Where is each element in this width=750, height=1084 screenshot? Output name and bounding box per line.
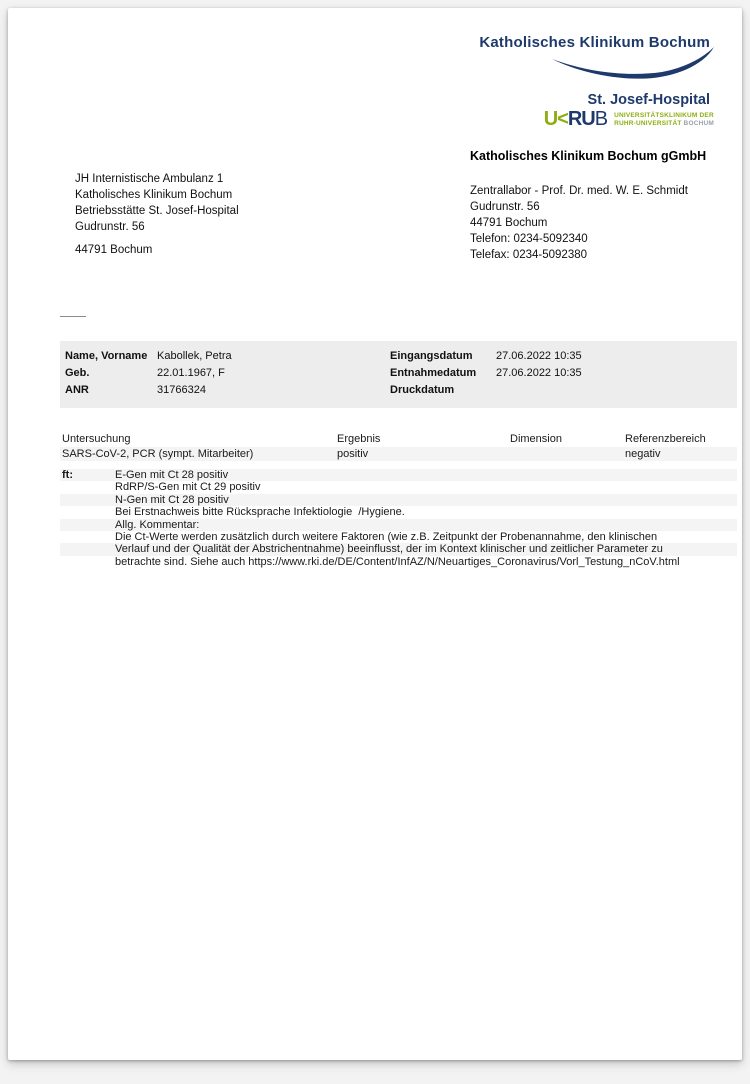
results-header-dimension: Dimension: [510, 433, 562, 445]
sample-date-row: [390, 367, 582, 384]
patient-name-row: [65, 350, 232, 367]
comment-line: E-Gen mit Ct 28 positiv: [60, 469, 737, 481]
recipient-line: JH Internistische Ambulanz 1: [75, 173, 224, 185]
entry-date-value: 27.06.2022 10:35: [496, 350, 582, 362]
ukrub-text-line2-light: BOCHUM: [683, 119, 714, 127]
patient-name-label: Name, Vorname: [65, 350, 148, 362]
results-header-row: [60, 432, 737, 446]
comment-line: Bei Erstnachweis bitte Rücksprache Infektiologie /Hygiene.: [115, 506, 405, 519]
sender-line: Telefon: 0234-5092340: [470, 233, 588, 245]
result-value: positiv: [337, 448, 369, 460]
organization-title: Katholisches Klinikum Bochum gGmbH: [470, 149, 707, 163]
recipient-city: 44791 Bochum: [75, 244, 153, 256]
recipient-line: Gudrunstr. 56: [75, 221, 145, 233]
recipient-line: Katholisches Klinikum Bochum: [75, 189, 233, 201]
patient-birthdate-row: [65, 367, 232, 384]
results-header-untersuchung: Untersuchung: [62, 433, 131, 445]
comment-block: [60, 469, 737, 568]
patient-info-right-column: [390, 350, 582, 401]
results-row: [60, 447, 737, 461]
recipient-line: Betriebsstätte St. Josef-Hospital: [75, 205, 239, 217]
ukrub-university-text: [614, 112, 714, 128]
ukrub-text-line1: UNIVERSITÄTSKLINIKUM DER: [614, 111, 714, 119]
result-test-name: SARS-CoV-2, PCR (sympt. Mitarbeiter): [62, 448, 254, 460]
sender-address-block: [470, 183, 688, 263]
comment-line: Verlauf und der Qualität der Abstrichentnahme) beeinflusst, der im Kontext klinischer und zeitlicher Parameter zu: [60, 543, 737, 555]
patient-anr-label: ANR: [65, 384, 89, 396]
ukrub-logo: [544, 108, 714, 131]
entry-date-label: Eingangsdatum: [390, 350, 473, 362]
comment-line: RdRP/S-Gen mit Ct 29 positiv: [115, 481, 261, 494]
patient-birthdate-label: Geb.: [65, 367, 90, 379]
patient-anr-row: [65, 384, 232, 401]
patient-birthdate-value: 22.01.1967, F: [157, 367, 225, 379]
recipient-address-block: [75, 171, 239, 258]
patient-info-box: [60, 341, 737, 408]
ukrub-logo-mark: U<RUB: [543, 108, 608, 130]
ukrub-text-line2-strong: RUHR-UNIVERSITÄT: [614, 119, 682, 127]
sender-line: Telefax: 0234-5092380: [470, 249, 588, 261]
print-date-row: [390, 384, 582, 401]
comment-line: Allg. Kommentar:: [60, 519, 737, 531]
sender-line: 44791 Bochum: [470, 217, 548, 229]
sender-line: Gudrunstr. 56: [470, 201, 540, 213]
comment-line: N-Gen mit Ct 28 positiv: [60, 494, 737, 506]
sample-date-value: 27.06.2022 10:35: [496, 367, 582, 379]
patient-name-value: Kabollek, Petra: [157, 350, 232, 362]
document-page: [8, 8, 742, 1060]
patient-info-left-column: [65, 350, 232, 401]
sample-date-label: Entnahmedatum: [390, 367, 477, 379]
fold-mark: [60, 316, 86, 317]
logo-swoosh-icon: [552, 46, 714, 80]
results-header-referenzbereich: Referenzbereich: [625, 433, 706, 445]
comment-line: Die Ct-Werte werden zusätzlich durch weitere Faktoren (wie z.B. Zeitpunkt der Probenannahme, den klinischen: [115, 531, 658, 544]
clinic-logo-title: Katholisches Klinikum Bochum: [479, 34, 710, 51]
result-reference-range: negativ: [625, 448, 661, 460]
print-date-label: Druckdatum: [390, 384, 455, 396]
entry-date-row: [390, 350, 582, 367]
patient-anr-value: 31766324: [157, 384, 206, 396]
hospital-name: St. Josef-Hospital: [587, 92, 710, 108]
results-header-ergebnis: Ergebnis: [337, 433, 381, 445]
comment-line: betrachte sind. Siehe auch https://www.rki.de/DE/Content/InfAZ/N/Neuartiges_Coronavirus/Vorl_Testung_nCoV.html: [115, 555, 680, 568]
ukrub-uk-glyph: U<: [543, 108, 568, 130]
sender-line: Zentrallabor - Prof. Dr. med. W. E. Schmidt: [470, 185, 688, 197]
comment-label: ft:: [62, 469, 73, 481]
